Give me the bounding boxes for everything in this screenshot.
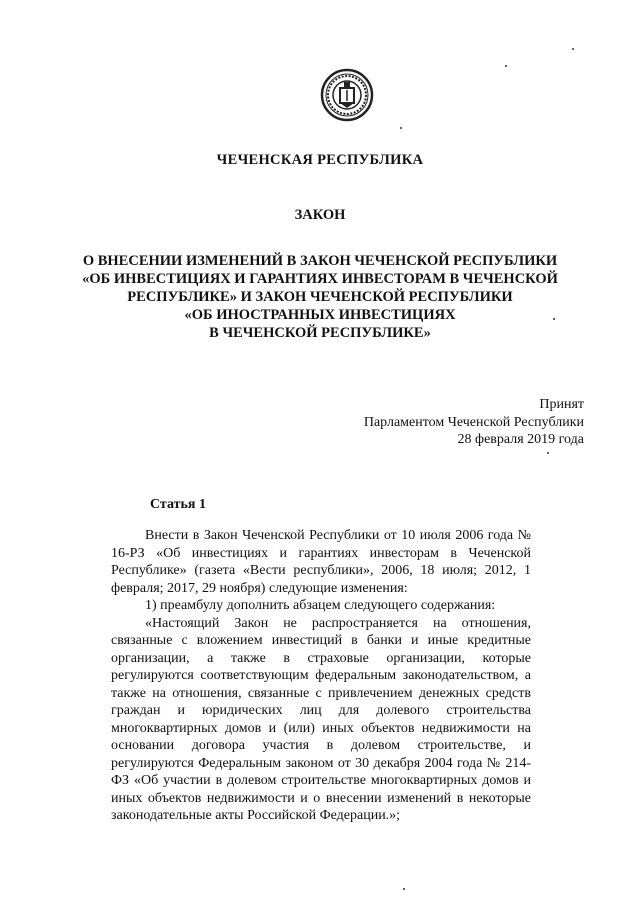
title-line: В ЧЕЧЕНСКОЙ РЕСПУБЛИКЕ» — [209, 325, 431, 341]
law-title — [0, 252, 640, 342]
adopted-date: 28 февраля 2019 года — [457, 432, 584, 447]
article-body — [111, 527, 531, 825]
title-line: «ОБ ИНОСТРАННЫХ ИНВЕСТИЦИЯХ — [184, 307, 456, 323]
adoption-block — [364, 396, 584, 449]
title-line: «ОБ ИНВЕСТИЦИЯХ И ГАРАНТИЯХ ИНВЕСТОРАМ В ЧЕЧЕНСКОЙ — [82, 271, 558, 287]
scan-speck — [403, 888, 405, 890]
scan-speck — [505, 65, 507, 67]
paragraph: «Настоящий Закон не распространяется на отношения, связанные с вложением инвестиций в банки и иные кредитные организации, а также в страховые организации, которые регулируются соответствующим федеральным законодательством, а также на отношения, связанные с привлечением денежных средств граждан и юридических лиц для долевого строительства многоквартирных домов и (или) иных объектов недвижимости на основании договора участия в долевом строительстве, и регулируются Федеральным законом от 30 декабря 2004 года № 214-ФЗ «Об участии в долевом строительстве многоквартирных домов и иных объектов недвижимости и о внесении изменений в некоторые законодательные акты Российской Федерации.»; — [111, 615, 531, 823]
paragraph: Внести в Закон Чеченской Республики от 10 июля 2006 года № 16-РЗ «Об инвестициях и гарантиях инвесторам в Чеченской Республике» (газета «Вести республики», 2006, 18 июля; 2012, 1 февраля; 2017, 29 ноября) следующие изменения: — [111, 528, 531, 596]
coat-of-arms-icon — [320, 68, 374, 122]
republic-heading: ЧЕЧЕНСКАЯ РЕСПУБЛИКА — [216, 152, 424, 168]
scan-speck — [547, 452, 549, 454]
article-heading: Статья 1 — [150, 497, 206, 512]
title-line: РЕСПУБЛИКЕ» И ЗАКОН ЧЕЧЕНСКОЙ РЕСПУБЛИКИ — [127, 289, 513, 305]
adopted-label: Принят — [539, 397, 584, 412]
scan-speck — [572, 48, 574, 50]
adopted-by: Парламентом Чеченской Республики — [363, 414, 584, 430]
scan-speck — [400, 127, 402, 129]
title-line: О ВНЕСЕНИИ ИЗМЕНЕНИЙ В ЗАКОН ЧЕЧЕНСКОЙ РЕСПУБЛИКИ — [82, 253, 558, 269]
paragraph: 1) преамбулу дополнить абзацем следующего содержания: — [145, 598, 496, 613]
document-type: ЗАКОН — [294, 207, 346, 223]
scan-speck — [553, 318, 555, 320]
